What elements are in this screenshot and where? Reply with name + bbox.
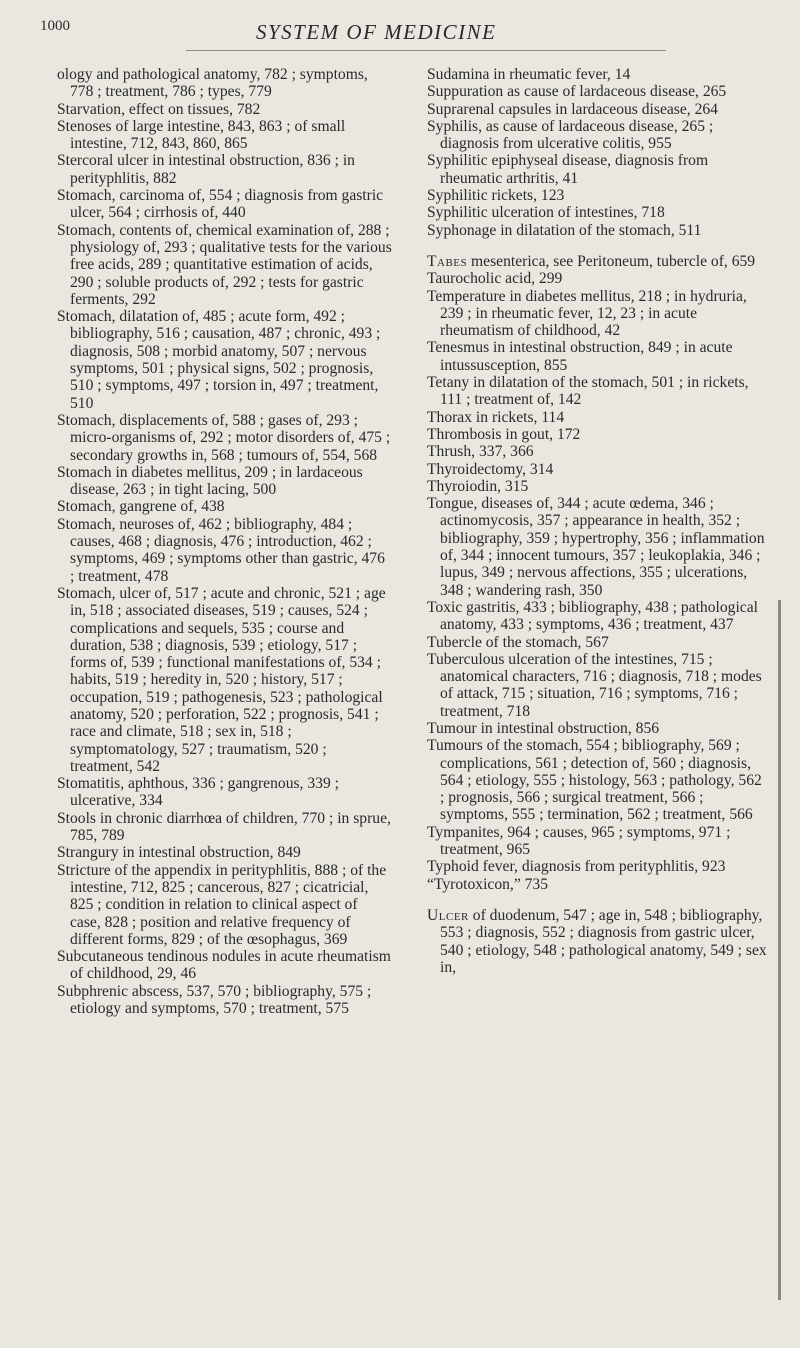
index-entry: Tumour in intestinal obstruction, 856	[427, 719, 660, 737]
index-entry-tabes	[427, 253, 767, 270]
index-entry: Stomach, displacements of, 588 ; gases of, 293 ; micro-organisms of, 292 ; motor disorders of, 475 ; secondary growths in, 568 ; tumours of, 554, 568	[57, 411, 391, 464]
index-entry: Thyroidectomy, 314	[427, 460, 554, 478]
index-entry: Stomatitis, aphthous, 336 ; gangrenous, 339 ; ulcerative, 334	[57, 775, 339, 810]
right-column	[427, 66, 767, 976]
index-entry: Thrush, 337, 366	[427, 443, 534, 461]
index-entry: Tumours of the stomach, 554 ; bibliography, 569 ; complications, 561 ; detection of, 560 ; diagnosis, 564 ; etiology, 555 ; histology, 563 ; pathology, 562 ; prognosis, 566 ; surgical treatment, 566 ; symptoms, 555 ; termination, 562 ; treatment, 566	[427, 737, 762, 824]
index-entry: Tuberculous ulceration of the intestines, 715 ; anatomical characters, 716 ; diagnosis, 718 ; modes of attack, 715 ; situation, 716 ; symptoms, 716 ; treatment, 718	[427, 650, 762, 720]
index-entry: Stomach, gangrene of, 438	[57, 498, 225, 516]
index-entry: Suppuration as cause of lardaceous disease, 265	[427, 83, 727, 101]
index-entry: Stenoses of large intestine, 843, 863 ; of small intestine, 712, 843, 860, 865	[57, 117, 346, 153]
index-entry: Sudamina in rheumatic fever, 14	[427, 66, 631, 83]
index-entry: Subphrenic abscess, 537, 570 ; bibliography, 575 ; etiology and symptoms, 570 ; treatment, 575	[57, 982, 372, 1018]
index-entry: Stomach, dilatation of, 485 ; acute form, 492 ; bibliography, 516 ; causation, 487 ; chronic, 493 ; diagnosis, 508 ; morbid anatomy, 507 ; nervous symptoms, 501 ; physical signs, 502 ; prognosis, 510 ; symptoms, 497 ; torsion in, 497 ; treatment, 510	[57, 308, 381, 412]
index-entry: Syphilis, as cause of lardaceous disease, 265 ; diagnosis from ulcerative colitis, 955	[427, 117, 714, 153]
index-entry: Thyroiodin, 315	[427, 477, 529, 495]
index-entry: Syphilitic epiphyseal disease, diagnosis from rheumatic arthritis, 41	[427, 152, 709, 187]
index-entry: Tetany in dilatation of the stomach, 501 ; in rickets, 111 ; treatment of, 142	[427, 374, 749, 409]
index-entry: Strangury in intestinal obstruction, 849	[57, 844, 301, 862]
index-entry: Typhoid fever, diagnosis from perityphlitis, 923	[427, 858, 726, 876]
index-entry: Thorax in rickets, 114	[427, 408, 565, 426]
index-entry: Tubercle of the stomach, 567	[427, 633, 609, 651]
index-entry: Toxic gastritis, 433 ; bibliography, 438 ; pathological anatomy, 433 ; symptoms, 436 ; treatment, 437	[427, 598, 758, 634]
running-head: SYSTEM OF MEDICINE	[256, 20, 497, 44]
index-entry: Stercoral ulcer in intestinal obstruction, 836 ; in perityphlitis, 882	[57, 152, 355, 187]
letter-section-gap	[427, 893, 767, 907]
entry-text: mesenterica, see Peritoneum, tubercle of, 659	[467, 252, 756, 270]
index-entry-ulcer	[427, 907, 767, 976]
index-entry: Stomach, ulcer of, 517 ; acute and chronic, 521 ; age in, 518 ; associated diseases, 519 ; causes, 524 ; complications and sequels, 535 ; course and duration, 538 ; diagnosis, 539 ; etiology, 517 ; forms of, 539 ; functional manifestations of, 534 ; habits, 519 ; heredity in, 520 ; history, 517 ; occupation, 519 ; pathogenesis, 523 ; pathological anatomy, 520 ; perforation, 522 ; prognosis, 541 ; race and climate, 518 ; sex in, 518 ; symptomatology, 527 ; traumatism, 520 ; treatment, 542	[57, 584, 386, 775]
index-entry: Stools in chronic diarrhœa of children, 770 ; in sprue, 785, 789	[57, 809, 391, 845]
section-initial-word: Tabes	[427, 252, 468, 270]
section-initial-word: Ulcer	[427, 906, 469, 924]
left-column	[57, 66, 392, 1017]
index-entry: Syphilitic rickets, 123	[427, 187, 565, 205]
index-entry: Thrombosis in gout, 172	[427, 425, 581, 443]
index-entry: Stomach, contents of, chemical examination of, 288 ; physiology of, 293 ; qualitative tests for the various free acids, 289 ; quantitative estimation of acids, 290 ; soluble products of, 292 ; tests for gastric ferments, 292	[57, 221, 392, 308]
header-rule	[186, 50, 666, 51]
index-entry: Syphilitic ulceration of intestines, 718	[427, 204, 665, 222]
index-entry: Suprarenal capsules in lardaceous disease, 264	[427, 100, 718, 118]
index-entry: Tenesmus in intestinal obstruction, 849 ; in acute intussusception, 855	[427, 339, 733, 374]
page-edge-shadow	[778, 600, 781, 1300]
page-number: 1000	[40, 18, 70, 34]
index-entry: Temperature in diabetes mellitus, 218 ; in hydruria, 239 ; in rheumatic fever, 12, 23 ; in acute rheumatism of childhood, 42	[427, 287, 747, 340]
index-entry: Tympanites, 964 ; causes, 965 ; symptoms, 971 ; treatment, 965	[427, 823, 731, 859]
entry-text: of duodenum, 547 ; age in, 548 ; bibliography, 553 ; diagnosis, 552 ; diagnosis from gastric ulcer, 540 ; etiology, 548 ; pathological anatomy, 549 ; sex in,	[440, 906, 767, 976]
index-entry: Taurocholic acid, 299	[427, 270, 563, 288]
index-entry: Stricture of the appendix in perityphlitis, 888 ; of the intestine, 712, 825 ; cancerous, 827 ; cicatricial, 825 ; condition in relation to clinical aspect of case, 828 ; position and relative frequency of different forms, 829 ; of the œsophagus, 369	[57, 861, 387, 948]
index-entry: Stomach in diabetes mellitus, 209 ; in lardaceous disease, 263 ; in tight lacing, 500	[57, 463, 363, 499]
letter-section-gap	[427, 239, 767, 253]
index-entry: Starvation, effect on tissues, 782	[57, 100, 261, 118]
index-entry: Stomach, carcinoma of, 554 ; diagnosis from gastric ulcer, 564 ; cirrhosis of, 440	[57, 187, 384, 222]
index-entry: Stomach, neuroses of, 462 ; bibliography, 484 ; causes, 468 ; diagnosis, 476 ; introduction, 462 ; symptoms, 469 ; symptoms other than gastric, 476 ; treatment, 478	[57, 515, 385, 585]
index-entry: Syphonage in dilatation of the stomach, 511	[427, 221, 702, 239]
index-entry: “Tyrotoxicon,” 735	[427, 875, 549, 893]
index-entry: ology and pathological anatomy, 782 ; symptoms, 778 ; treatment, 786 ; types, 779	[57, 66, 368, 101]
index-entry: Tongue, diseases of, 344 ; acute œdema, 346 ; actinomycosis, 357 ; appearance in health, 352 ; bibliography, 359 ; hypertrophy, 356 ; inflammation of, 344 ; innocent tumours, 357 ; leukoplakia, 346 ; lupus, 349 ; nervous affections, 355 ; ulcerations, 348 ; wandering rash, 350	[427, 495, 765, 599]
index-entry: Subcutaneous tendinous nodules in acute rheumatism of childhood, 29, 46	[57, 948, 391, 983]
